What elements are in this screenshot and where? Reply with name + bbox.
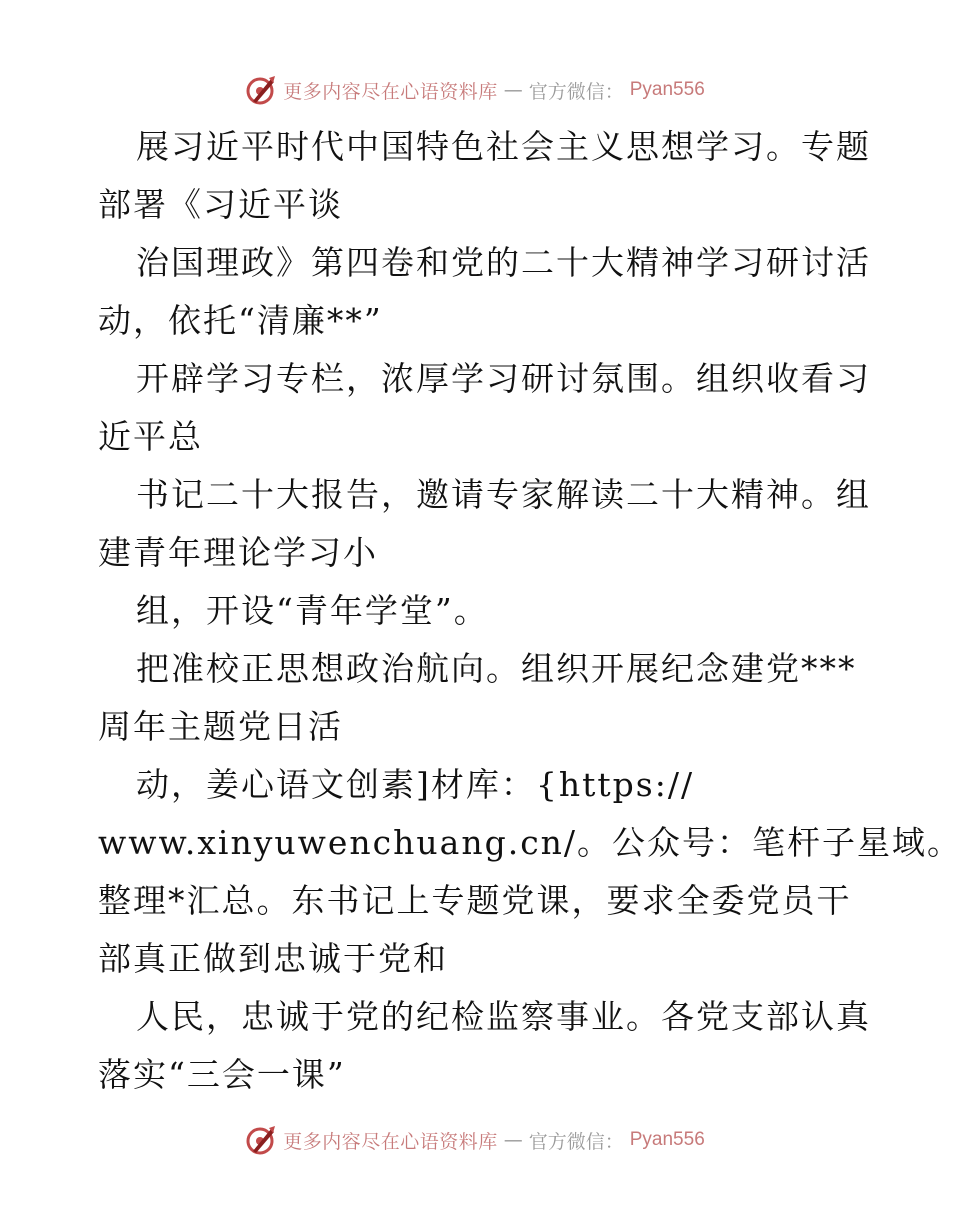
text-line: 人民，忠诚于党的纪检监察事业。各党支部认真 [136, 997, 871, 1036]
text-line: 组，开设“青年学堂”。 [136, 591, 489, 630]
watermark-separator: — [503, 79, 523, 101]
footer-watermark [0, 1122, 950, 1158]
text-line: 动，依托“清廉**” [98, 301, 383, 340]
header-watermark [0, 72, 950, 108]
watermark-label: 官方微信： [528, 80, 624, 103]
text-line: 展习近平时代中国特色社会主义思想学习。专题 [136, 127, 871, 166]
text-line: 部真正做到忠诚于党和 [98, 939, 448, 978]
text-line: 整理*汇总。东书记上专题党课，要求全委党员干 [98, 881, 852, 920]
quill-logo-icon [245, 74, 277, 106]
text-line: 落实“三会一课” [98, 1055, 346, 1094]
text-line: 把准校正思想政治航向。组织开展纪念建党*** [136, 649, 857, 688]
watermark-wechat-id: Pyan556 [629, 79, 705, 100]
text-line: 周年主题党日活 [98, 707, 343, 746]
text-line: 近平总 [98, 417, 203, 456]
text-line: 开辟学习专栏，浓厚学习研讨氛围。组织收看习 [136, 359, 871, 398]
text-line: 部署《习近平谈 [98, 185, 343, 224]
text-line: 建青年理论学习小 [98, 533, 378, 572]
text-line: 治国理政》第四卷和党的二十大精神学习研讨活 [136, 243, 871, 282]
text-line: 动，姜心语文创素]材库：{https:// [136, 765, 695, 804]
watermark-brand-text: 更多内容尽在心语资料库 [283, 1130, 498, 1153]
text-line: 书记二十大报告，邀请专家解读二十大精神。组 [136, 475, 871, 514]
watermark-brand-text: 更多内容尽在心语资料库 [283, 80, 498, 103]
watermark-label: 官方微信： [528, 1130, 624, 1153]
document-body [98, 118, 962, 1104]
text-line: www.xinyuwenchuang.cn/。公众号：笔杆子星域。 [98, 823, 962, 862]
watermark-separator: — [503, 1129, 523, 1151]
watermark-wechat-id: Pyan556 [629, 1129, 705, 1150]
quill-logo-icon [245, 1124, 277, 1156]
